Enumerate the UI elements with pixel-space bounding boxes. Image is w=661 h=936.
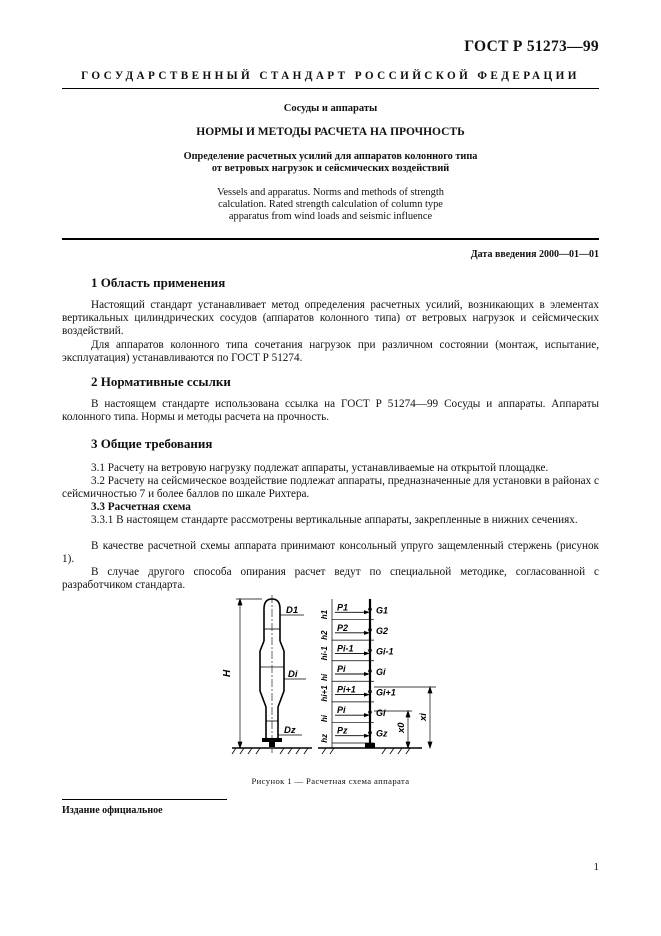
label-h: hi+1 [320, 685, 329, 702]
section-2-paragraph-1-text: В настоящем стандарте использована ссылка на ГОСТ Р 51274—99 Сосуды и аппараты. Аппараты колонного типа. Нормы и методы расчета на прочность. [62, 398, 599, 423]
section-2-paragraph-1 [62, 398, 599, 424]
clause-3-1 [62, 462, 599, 475]
label-h: hi-1 [320, 646, 329, 661]
label-D1: D1 [286, 605, 299, 616]
gost-number: ГОСТ Р 51273—99 [464, 38, 599, 55]
label-P: P1 [337, 602, 349, 613]
label-Di: Di [288, 669, 298, 680]
section-1-paragraph-2 [62, 339, 599, 365]
label-G: G2 [376, 625, 389, 636]
height-dimension [236, 599, 262, 748]
load-levels [320, 602, 396, 743]
title-rule [62, 238, 599, 240]
section-1-paragraph-2-text: Для аппаратов колонного типа сочетания нагрузок при различном состоянии (монтаж, испытание, эксплуатация) устанавливаются по ГОСТ Р 51274. [62, 339, 599, 364]
vessel-drawing [260, 595, 284, 753]
mass-point [368, 607, 372, 611]
title-english-line-2: calculation. Rated strength calculation of column type [218, 199, 443, 210]
label-G: Gi [376, 667, 386, 677]
label-Dz: Dz [284, 725, 296, 736]
label-h: h2 [320, 630, 329, 640]
label-G: G1 [376, 605, 389, 616]
label-P: Pi+1 [337, 684, 356, 695]
section-1-heading: 1 Область применения [91, 275, 226, 290]
label-H: H [222, 669, 233, 677]
label-h: hz [320, 733, 329, 743]
standard-name: ГОСУДАРСТВЕННЫЙ СТАНДАРТ РОССИЙСКОЙ ФЕДЕРАЦИИ [81, 70, 580, 82]
title-english-line-3: apparatus from wind loads and seismic influence [228, 211, 433, 222]
edition-label: Издание официальное [62, 805, 163, 816]
label-h: hi [320, 673, 329, 681]
label-x0: x0 [396, 722, 407, 733]
label-P: Pi-1 [337, 643, 354, 654]
title-definition-line-1: Определение расчетных усилий для аппаратов колонного типа [183, 151, 478, 162]
other-support-paragraph-text: В случае другого способа опирания расчет ведут по специальной методике, согласованной с разработчиком стандарта. [62, 566, 599, 591]
mass-point [368, 669, 372, 673]
title-vessels: Сосуды и аппараты [283, 103, 378, 114]
label-xi: xi [418, 713, 429, 721]
mass-point [368, 649, 372, 653]
label-P: P2 [337, 622, 349, 633]
title-english-line-1: Vessels and apparatus. Norms and methods of strength [217, 187, 444, 198]
clause-3-3-text: 3.3 Расчетная схема [91, 501, 191, 513]
label-G: Gi-1 [376, 646, 394, 657]
label-h: h1 [320, 609, 329, 620]
clause-3-2 [62, 475, 599, 501]
title-definition-line-2: от ветровых нагрузок и сейсмических воздействий [211, 163, 450, 174]
label-P: Pi [337, 664, 346, 674]
title-english [62, 187, 599, 223]
section-3-heading: 3 Общие требования [91, 436, 213, 451]
other-support-paragraph [62, 566, 599, 592]
section-1-paragraph-1 [62, 299, 599, 338]
section-2-heading: 2 Нормативные ссылки [91, 374, 231, 389]
label-P: Pz [337, 725, 348, 736]
mass-point [368, 628, 372, 632]
scheme-paragraph-text: В качестве расчетной схемы аппарата принимают консольный упруго защемленный стержень (рисунок 1). [62, 540, 599, 565]
clause-3-3-1-text: 3.3.1 В настоящем стандарте рассмотрены вертикальные аппараты, закрепленные в нижних сечениях. [91, 514, 578, 526]
title-norms: НОРМЫ И МЕТОДЫ РАСЧЕТА НА ПРОЧНОСТЬ [196, 126, 465, 138]
header-rule [62, 88, 599, 89]
label-G: Gi [376, 708, 386, 719]
figure-1-scheme [222, 593, 444, 769]
mass-point [368, 731, 372, 735]
date-intro: Дата введения 2000—01—01 [470, 249, 599, 260]
page-number: 1 [593, 861, 599, 873]
label-G: Gi+1 [376, 687, 396, 698]
label-h: hi [320, 715, 329, 723]
clause-3-3 [62, 501, 599, 514]
label-G: Gz [376, 728, 388, 739]
clause-3-1-text: 3.1 Расчету на ветровую нагрузку подлежат аппараты, устанавливаемые на открытой площадке. [91, 462, 549, 474]
clause-3-2-text: 3.2 Расчету на сейсмическое воздействие подлежат аппараты, предназначенные для установки в районах с сейсмичностью 7 и более баллов по шкале Рихтера. [62, 475, 599, 500]
mass-point [368, 710, 372, 714]
section-1-paragraph-1-text: Настоящий стандарт устанавливает метод определения расчетных усилий, возникающих в элементах вертикальных цилиндрических сосудов (аппаратов колонного типа) от ветровых нагрузок и сейсмических воздействий. [62, 299, 599, 337]
footer-rule [62, 799, 227, 800]
clause-3-3-1 [62, 514, 599, 527]
scheme-paragraph [62, 540, 599, 566]
title-definition [62, 151, 599, 175]
mass-point [368, 690, 372, 694]
label-P: Pi [337, 705, 346, 716]
figure-caption: Рисунок 1 — Расчетная схема аппарата [251, 776, 410, 786]
